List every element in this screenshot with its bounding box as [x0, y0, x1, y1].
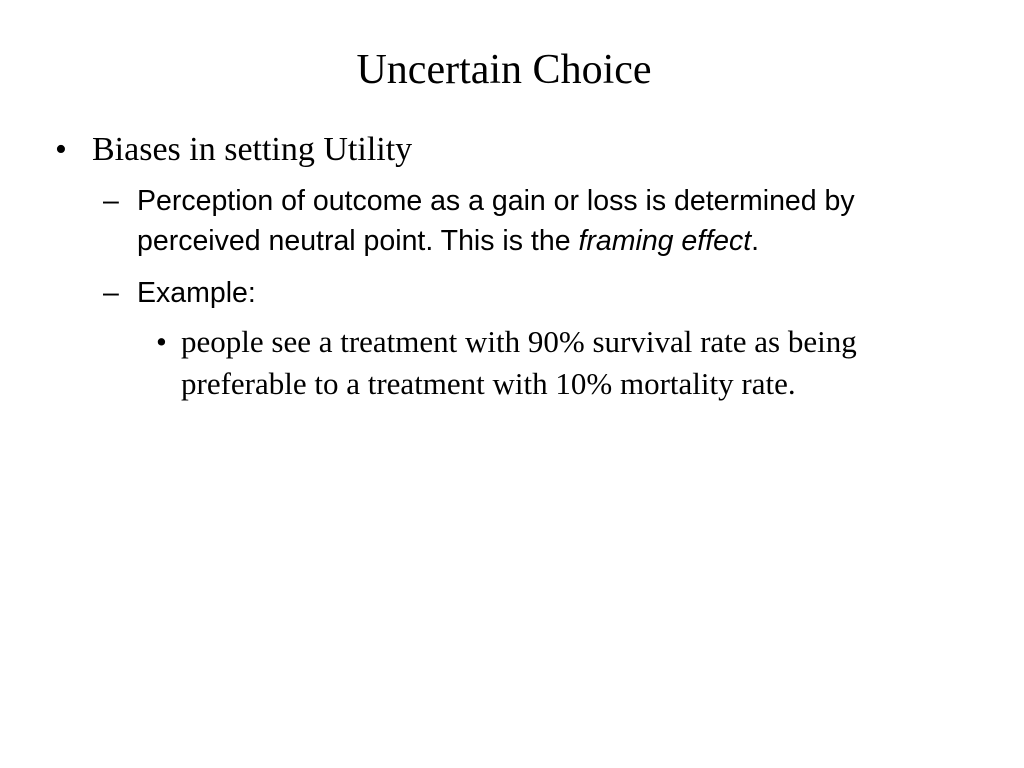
subbullet-framing [103, 181, 983, 261]
bullet-marker: • [156, 324, 167, 359]
subbullet-example [103, 273, 983, 313]
slide-title: Uncertain Choice [356, 47, 652, 93]
dash-marker: – [103, 185, 119, 217]
subbullet-main-text: Perception of outcome as a gain or loss is determined by perceived neutral point. This is the [137, 185, 855, 257]
dash-marker: – [103, 277, 119, 309]
subbullet-tail-text: . [751, 225, 760, 257]
subbullet-text [137, 181, 983, 261]
emphasized-term: framing effect [578, 225, 752, 257]
subbullet-text: Example: [137, 277, 256, 309]
bullet-marker: • [55, 131, 67, 168]
bullet-text: Biases in setting Utility [92, 131, 413, 168]
bullet-level3 [156, 321, 976, 405]
bullet-text: people see a treatment with 90% survival rate as being preferable to a treatment with 10% mortality rate. [181, 324, 857, 401]
